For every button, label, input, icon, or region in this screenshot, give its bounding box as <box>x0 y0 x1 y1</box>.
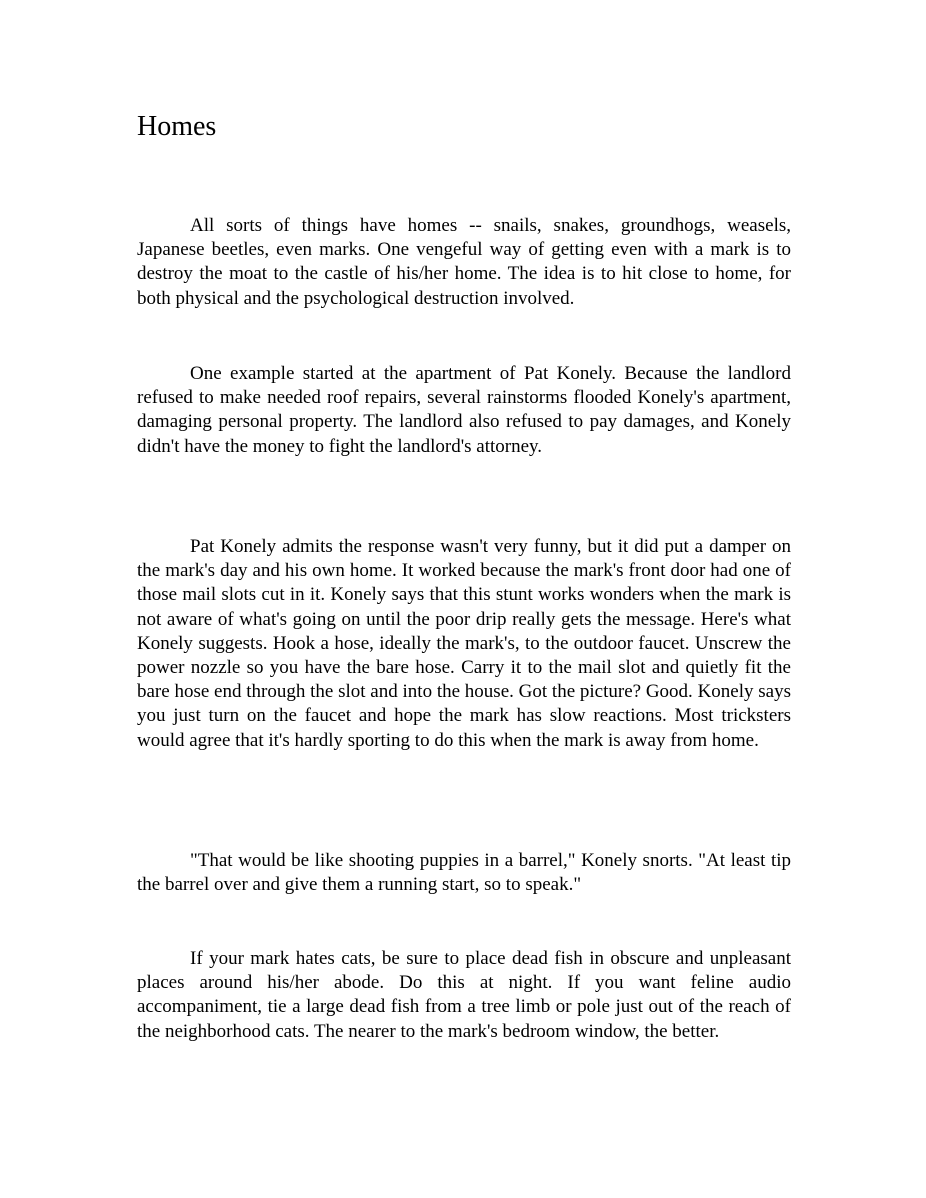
page-title: Homes <box>137 111 217 142</box>
paragraph-dead-fish: If your mark hates cats, be sure to place dead fish in obscure and unpleasant places around his/her abode. Do this at night. If you want feline audio accompaniment, tie a large dead fish from a tree limb or pole just out of the reach of the neighborhood cats. The nearer to the mark's bedroom window, the better. <box>137 948 791 1042</box>
paragraph-quote: "That would be like shooting puppies in a barrel," Konely snorts. "At least tip the barrel over and give them a running start, so to speak." <box>137 850 791 896</box>
paragraph-intro: All sorts of things have homes -- snails, snakes, groundhogs, weasels, Japanese beetles, even marks. One vengeful way of getting even with a mark is to destroy the moat to the castle of his/her home. The idea is to hit close to home, for both physical and the psychological destruction involved. <box>137 215 791 309</box>
paragraph-example: One example started at the apartment of Pat Konely. Because the landlord refused to make needed roof repairs, several rainstorms flooded Konely's apartment, damaging personal property. The landlord also refused to pay damages, and Konely didn't have the money to fight the landlord's attorney. <box>137 363 791 457</box>
paragraph-hose-stunt: Pat Konely admits the response wasn't very funny, but it did put a damper on the mark's day and his own home. It worked because the mark's front door had one of those mail slots cut in it. Konely says that this stunt works wonders when the mark is not aware of what's going on until the poor drip really gets the message. Here's what Konely suggests. Hook a hose, ideally the mark's, to the outdoor faucet. Unscrew the power nozzle so you have the bare hose. Carry it to the mail slot and quietly fit the bare hose end through the slot and into the house. Got the picture? Good. Konely says you just turn on the faucet and hope the mark has slow reactions. Most tricksters would agree that it's hardly sporting to do this when the mark is away from home. <box>137 536 791 751</box>
